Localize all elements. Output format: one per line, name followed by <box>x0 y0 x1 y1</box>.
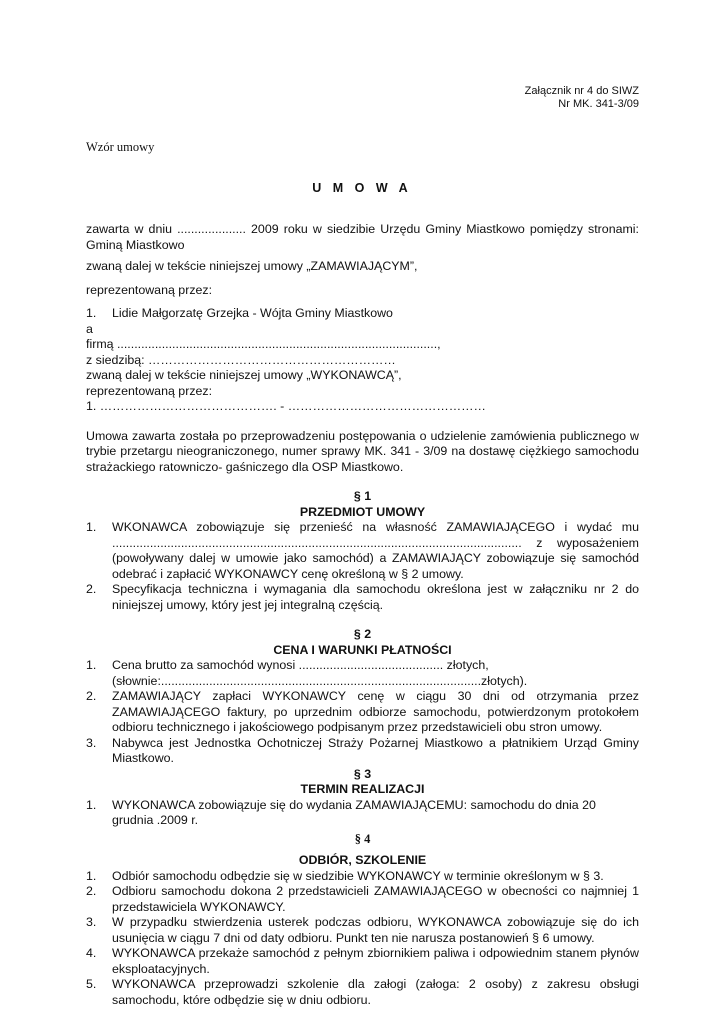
and-connector: a <box>86 321 93 336</box>
list-item-number: 2. <box>86 582 97 596</box>
section-3 <box>86 767 639 829</box>
case-number-line: Nr MK. 341-3/09 <box>558 98 639 110</box>
list-item-text: Specyfikacja techniczna i wymagania dla samochodu określona jest w załączniku nr 2 do niniejszej umowy, który jest jej integralną częścią. <box>112 582 639 612</box>
section-number: § 1 <box>353 489 372 503</box>
representative-number: 1. <box>86 306 97 320</box>
contractor-paragraph: zwaną dalej w tekście niniejszej umowy „WYKONAWCĄ”, <box>86 368 402 382</box>
section-1 <box>86 489 639 613</box>
section-4 <box>86 832 639 1009</box>
list-item <box>86 658 639 689</box>
list-item-number: 5. <box>86 977 97 991</box>
contractor-representative-line: 1. ……………………………………. - ………………………………………… <box>86 399 486 413</box>
section-number: § 4 <box>354 831 371 846</box>
list-item-number: 2. <box>86 689 97 703</box>
representative-text: Lidie Małgorzatę Grzejka - Wójta Gminy Miastkowo <box>112 306 393 320</box>
ordering-party-paragraph: zwaną dalej w tekście niniejszej umowy „ZAMAWIAJĄCYM”, <box>86 259 418 273</box>
list-item <box>86 520 639 582</box>
list-item <box>86 798 639 829</box>
attachment-line: Załącznik nr 4 do SIWZ <box>524 85 639 97</box>
list-item-text: Nabywca jest Jednostka Ochotniczej Straży Pożarnej Miastkowo a płatnikiem Urząd Gminy Miastkowo. <box>112 735 639 765</box>
list-item <box>86 946 639 977</box>
list-item-text: WYKONAWCA przekaże samochód z pełnym zbiornikiem paliwa i odpowiednim stanem płynów eksploatacyjnych. <box>112 946 639 976</box>
list-item <box>86 582 639 613</box>
template-label: Wzór umowy <box>86 140 155 154</box>
representative-item <box>86 306 639 322</box>
section-number: § 2 <box>353 627 372 641</box>
list-item-text: Odbioru samochodu dokona 2 przedstawicieli ZAMAWIAJĄCEGO w obecności co najmniej 1 przedstawiciela WYKONAWCY. <box>112 884 639 914</box>
section-title: ODBIÓR, SZKOLENIE <box>298 853 427 867</box>
list-item-number: 2. <box>86 884 97 898</box>
intro-paragraph: zawarta w dniu .................... 2009 roku w siedzibie Urzędu Gminy Miastkowo pomiędzy stronami: Gminą Miastkowo <box>86 222 639 252</box>
seat-line: z siedzibą: …………………………………………………… <box>86 352 396 367</box>
section-title: TERMIN REALIZACJI <box>300 782 425 796</box>
list-item <box>86 689 639 736</box>
list-item-number: 1. <box>86 868 97 883</box>
list-item <box>86 884 639 915</box>
company-line: firmą ............................................................................................., <box>86 337 441 351</box>
represented-by-label: reprezentowaną przez: <box>86 282 213 297</box>
list-item-text: Cena brutto za samochód wynosi .......................................... złotych, (słownie:.............................................................................................złotych). <box>112 658 528 688</box>
list-item-number: 3. <box>86 735 97 750</box>
list-item-text: WYKONAWCA zobowiązuje się do wydania ZAMAWIAJĄCEMU: samochodu do dnia 20 grudnia .2009 r. <box>112 797 596 827</box>
list-item-number: 1. <box>86 658 97 672</box>
document-title: U M O W A <box>312 181 412 195</box>
list-item-text: WKONAWCA zobowiązuje się przenieść na własność ZAMAWIAJĄCEGO i wydać mu ....................................................................................................................... z wyposażeniem (powoływany dalej w umowie jako samochód) a ZAMAWIAJĄCY zobowiązuje się samochód odebrać i zapłacić WYKONAWCY cenę określoną w § 2 umowy. <box>112 520 639 581</box>
list-item <box>86 736 639 767</box>
list-item-text: W przypadku stwierdzenia usterek podczas odbioru, WYKONAWCA zobowiązuje się do ich usunięcia w ciągu 7 dni od daty odbioru. Punkt ten nie narusza postanowień § 6 umowy. <box>112 915 639 945</box>
section-title: CENA I WARUNKI PŁATNOŚCI <box>273 642 452 657</box>
section-2 <box>86 627 639 767</box>
list-item <box>86 869 639 885</box>
list-item <box>86 915 639 946</box>
section-number: § 3 <box>353 766 372 781</box>
section-title: PRZEDMIOT UMOWY <box>299 504 426 519</box>
attachment-header <box>525 85 639 111</box>
contract-basis-paragraph: Umowa zawarta została po przeprowadzeniu postępowania o udzielenie zamówienia publicznego w trybie przetargu nieograniczonego, numer sprawy MK. 341 - 3/09 na dostawę ciężkiego samochodu strażackiego ratowniczo- gaśniczego dla OSP Miastkowo. <box>86 428 639 474</box>
list-item-text: WYKONAWCA przeprowadzi szkolenie dla załogi (załoga: 2 osoby) z zakresu obsługi samochodu, które odbędzie się w dniu odbioru. <box>112 977 639 1007</box>
document-body <box>86 222 639 1008</box>
list-item-number: 3. <box>86 915 97 929</box>
list-item-text: ZAMAWIAJĄCY zapłaci WYKONAWCY cenę w ciągu 30 dni od otrzymania przez ZAMAWIAJĄCEGO faktury, po uprzednim odbiorze samochodu, potwierdzonym protokołem odbioru technicznego i jakościowego podpisanym przez przedstawicieli obu stron umowy. <box>112 689 639 734</box>
list-item-number: 1. <box>86 520 97 534</box>
represented-by-label-2: reprezentowaną przez: <box>86 383 213 398</box>
list-item <box>86 977 639 1008</box>
list-item-number: 1. <box>86 797 97 812</box>
list-item-number: 4. <box>86 946 97 960</box>
list-item-text: Odbiór samochodu odbędzie się w siedzibie WYKONAWCY w terminie określonym w § 3. <box>112 868 604 883</box>
